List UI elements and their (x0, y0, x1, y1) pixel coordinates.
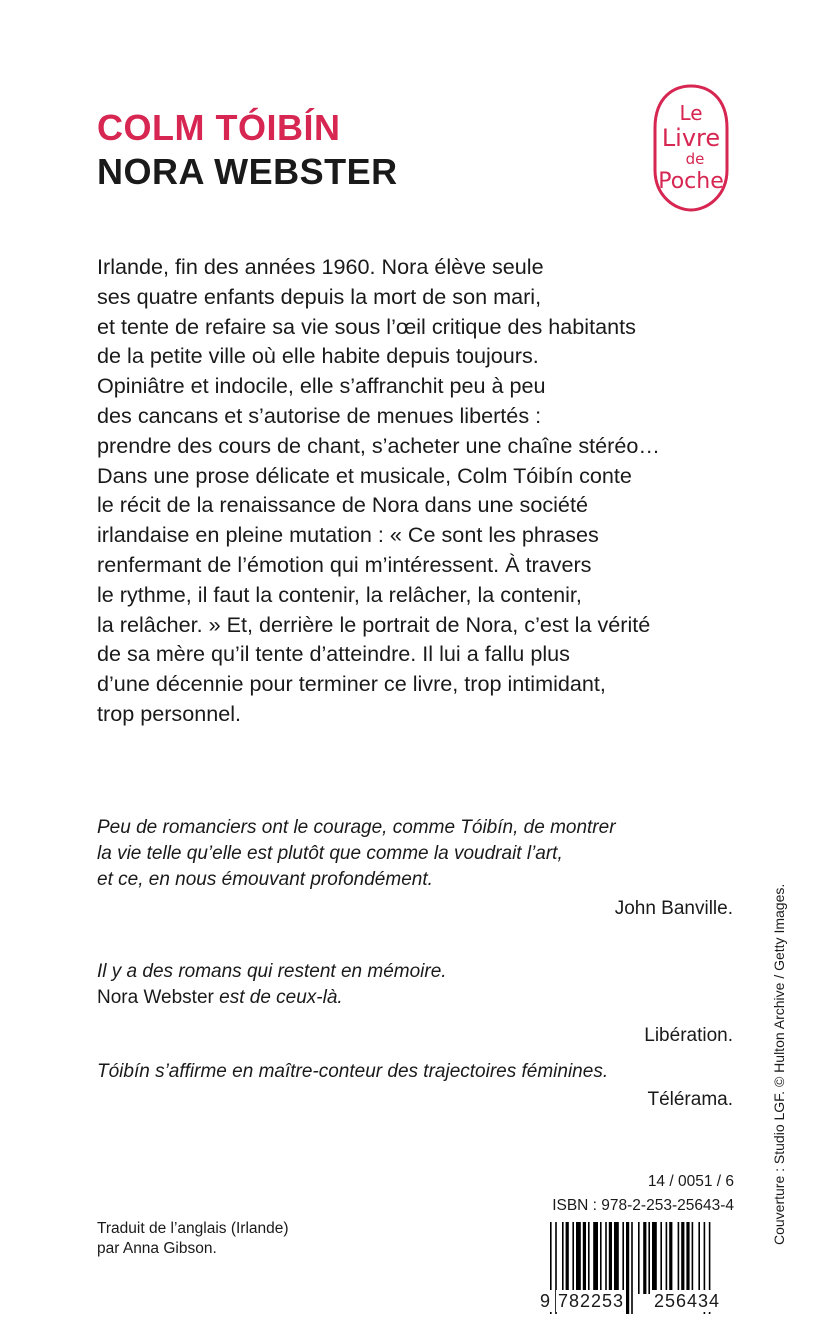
blurb-line: Opiniâtre et indocile, elle s’affranchit peu à peu (97, 373, 546, 399)
barcode-bar (669, 1222, 672, 1294)
barcode-bar (622, 1222, 624, 1294)
blurb-line: ses quatre enfants depuis la mort de son mari, (97, 283, 542, 309)
quote-attribution: Libération. (644, 1025, 733, 1046)
barcode-bar (626, 1222, 629, 1314)
quote-line: Il y a des romans qui restent en mémoire. (97, 961, 447, 982)
press-quote-banville (97, 815, 733, 922)
logo-line-4: Poche (658, 169, 724, 194)
press-quote-telerama (97, 1059, 733, 1113)
blurb-line: Irlande, fin des années 1960. Nora élève seule (97, 254, 544, 279)
blurb-line: de sa mère qu’il tente d’atteindre. Il lui a fallu plus (97, 641, 570, 667)
quote-line-rest: est de ceux-là. (213, 987, 343, 1008)
quote-attribution: John Banville. (614, 898, 733, 919)
quote-line: et ce, en nous émouvant profondément. (97, 869, 433, 890)
cover-credit: Couverture : Studio LGF. © Hulton Archive / Getty Images. (771, 883, 787, 1245)
barcode-bar (666, 1222, 668, 1294)
blurb-line: la relâcher. » Et, derrière le portrait de Nora, c’est la vérité (97, 611, 651, 637)
quote-book-title: Nora Webster (97, 987, 214, 1008)
quote-attribution: Télérama. (647, 1089, 733, 1110)
translation-line: Traduit de l’anglais (Irlande) (97, 1220, 289, 1237)
blurb-line: renfermant de l’émotion qui m’intéressent. À travers (97, 551, 592, 577)
barcode-bar (588, 1222, 590, 1294)
blurb-line: d’une décennie pour terminer ce livre, trop intimidant, (97, 671, 606, 697)
barcode-bar (638, 1222, 640, 1294)
logo-line-1: Le (679, 101, 703, 125)
barcode-bar (698, 1222, 700, 1294)
quote-line: la vie telle qu’elle est plutôt que comme la voudrait l’art, (97, 843, 563, 864)
barcode-bar (562, 1222, 564, 1294)
barcode-bar (643, 1222, 646, 1294)
blurb-line: et tente de refaire sa vie sous l’œil critique des habitants (97, 313, 636, 339)
blurb-line: Dans une prose délicate et musicale, Colm Tóibín conte (97, 462, 632, 488)
barcode-bar (686, 1222, 689, 1294)
quote-line (97, 985, 733, 1011)
barcode-left-group: 782253 (558, 1291, 625, 1311)
translation-credit (97, 1219, 289, 1259)
author-name: COLM TÓIBÍN (97, 107, 341, 148)
barcode-bar (593, 1222, 598, 1294)
book-title: NORA WEBSTER (97, 151, 398, 192)
barcode-bar (576, 1222, 581, 1294)
press-quote-liberation (97, 959, 733, 1049)
blurb-line: prendre des cours de chant, s’acheter une chaîne stéréo… (97, 432, 660, 458)
blurb-line: irlandaise en pleine mutation : « Ce sont les phrases (97, 522, 599, 548)
blurb-line: le rythme, il faut la contenir, la relâcher, la contenir, (97, 581, 582, 607)
barcode-right-group: 256434 (654, 1291, 721, 1311)
blurb-line: le récit de la renaissance de Nora dans une société (97, 492, 588, 518)
barcode-bar (572, 1222, 574, 1294)
barcode-bar (614, 1222, 619, 1294)
quote-line: Peu de romanciers ont le courage, comme Tóibín, de montrer (97, 817, 616, 838)
blurb (97, 252, 757, 729)
blurb-line: de la petite ville où elle habite depuis toujours. (97, 343, 539, 369)
livre-de-poche-logo (645, 84, 737, 212)
barcode-bar (583, 1222, 586, 1294)
barcode-bar (660, 1222, 662, 1294)
isbn: ISBN : 978-2-253-25643-4 (552, 1197, 734, 1214)
barcode-bar (566, 1222, 569, 1294)
edition-code: 14 / 0051 / 6 (647, 1173, 734, 1190)
blurb-line: des cancans et s’autorise de menues libertés : (97, 402, 542, 428)
barcode-bar (678, 1222, 680, 1294)
logo-line-2: Livre (661, 124, 721, 152)
barcode-bar (609, 1222, 612, 1294)
barcode-bar (652, 1222, 657, 1294)
barcode-bar (605, 1222, 607, 1294)
barcode-bar (681, 1222, 684, 1294)
barcode-first-digit: 9 (540, 1291, 551, 1311)
barcode-bar (648, 1222, 650, 1294)
quote-line: Tóibín s’affirme en maître-conteur des trajectoires féminines. (97, 1061, 609, 1082)
barcode-bar (631, 1222, 633, 1314)
barcode-bar (692, 1222, 694, 1294)
barcode-bar (600, 1222, 602, 1294)
blurb-line: trop personnel. (97, 700, 242, 726)
translator-line: par Anna Gibson. (97, 1240, 217, 1257)
logo-line-3: de (685, 150, 705, 168)
